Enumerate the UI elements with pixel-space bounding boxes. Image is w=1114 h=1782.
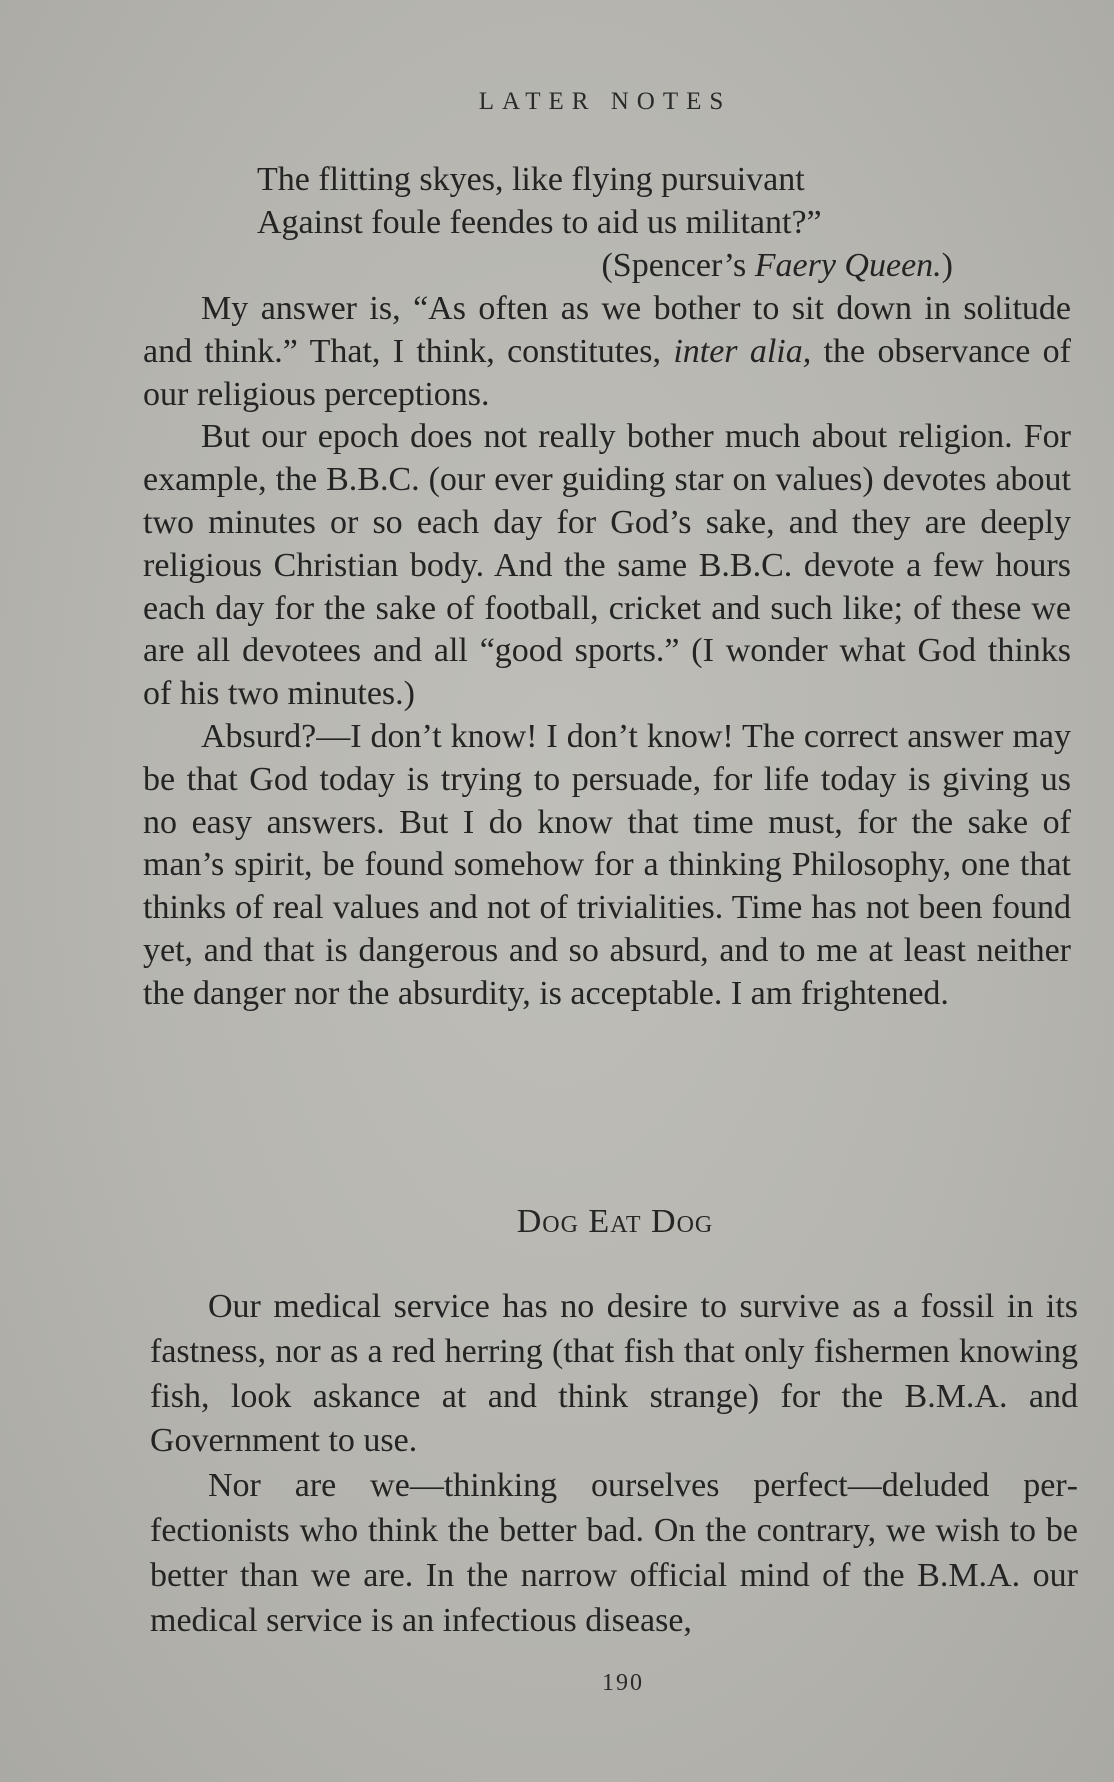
paragraph (143, 288, 1071, 416)
verse-line: Against foule feendes to aid us militant?” (257, 203, 822, 241)
paragraph: Our medical service has no desire to survive as a fossil in its fastness, nor as a red herring (that fish that only fishermen knowing fish, look askance at and think strange) for the B.M.A. and Government to use. (150, 1288, 1078, 1460)
paragraph: Absurd?—I don’t know! I don’t know! The correct answer may be that God today is trying to persuade, for life today is giving us no easy answers. But I do know that time must, for the sake of man’s spirit, be found somehow for a thinking Philosophy, one that thinks of real values and not of trivialities. Time has not been found yet, and that is dangerous and so absurd, and to me at least neither the danger nor the absurdity, is acceptable. I am frightened. (143, 717, 1071, 1012)
verse-line: The flitting skyes, like flying pursuivant (257, 161, 805, 198)
attribution-prefix: (Spencer’s (601, 246, 755, 284)
attribution-title: Faery Queen. (754, 246, 942, 284)
section-heading: Dog Eat Dog (516, 1203, 714, 1240)
later-notes-body (143, 288, 1071, 1016)
verse-quotation (143, 159, 1071, 287)
verse-attribution (143, 245, 1071, 288)
paragraph (150, 1464, 1078, 1643)
attribution-suffix: ) (941, 246, 953, 284)
paragraph-text: Nor are we—thinking ourselves perfect—deluded per‐ (208, 1467, 1078, 1505)
paragraph-text: the observance of our religious perceptions. (143, 332, 1071, 413)
running-head: LATER NOTES (478, 88, 732, 115)
paragraph: But our epoch does not really bother much about religion. For example, the B.B.C. (our ever guiding star on values) devotes about two minutes or so each day for God’s sake, and they are deeply religious Christian body. And the same B.B.C. devote a few hours each day for the sake of football, cricket and such like; of these we are all devotees and all “good sports.” (I wonder what God thinks of his two minutes.) (143, 418, 1071, 713)
page-number: 190 (602, 1670, 644, 1696)
paragraph-text: fectionists who think the better bad. On the contrary, we wish to be better than we are. In the narrow official mind of the B.M.A. our medical service is an infectious disease, (150, 1511, 1078, 1639)
paragraph-italic: inter alia, (673, 332, 812, 370)
paragraph-text: My answer is, “As often as we bother to sit down in solitude and think.” That, I think, constitutes, (143, 290, 1071, 370)
dog-eat-dog-body (150, 1285, 1078, 1643)
